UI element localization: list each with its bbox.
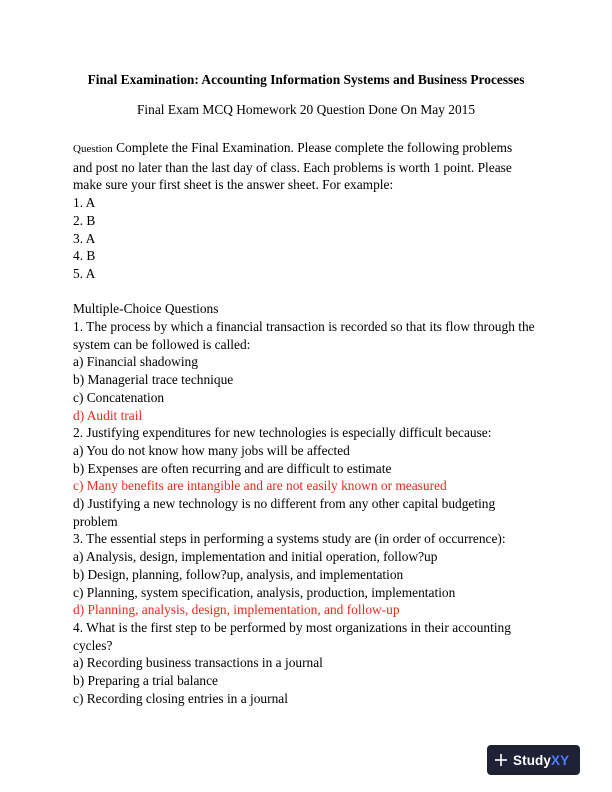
example-answer: 3. A <box>73 230 96 246</box>
brand-name-part1: Study <box>513 752 552 768</box>
intro-text: Complete the Final Examination. Please complete the following problems <box>116 140 513 155</box>
intro-line <box>73 139 543 159</box>
correct-answer-option: c) Many benefits are intangible and are not easily known or measured <box>73 478 447 494</box>
question-stem: system can be followed is called: <box>73 336 251 352</box>
brand-name-part2: XY <box>551 752 570 768</box>
answer-option: a) You do not know how many jobs will be affected <box>73 442 350 458</box>
answer-option: problem <box>73 513 118 529</box>
answer-option: c) Concatenation <box>73 389 165 405</box>
document-body <box>73 139 543 707</box>
answer-option: b) Expenses are often recurring and are difficult to estimate <box>73 460 392 476</box>
example-answer: 2. B <box>73 212 96 228</box>
answer-option: d) Justifying a new technology is no different from any other capital budgeting <box>73 496 496 512</box>
brand-name <box>513 753 569 768</box>
document-title: Final Examination: Accounting Information Systems and Business Processes <box>87 72 525 87</box>
answer-option: c) Planning, system specification, analysis, production, implementation <box>73 584 456 600</box>
answer-option: a) Analysis, design, implementation and initial operation, follow?up <box>73 549 438 565</box>
answer-option: c) Recording closing entries in a journal <box>73 690 288 706</box>
document-subtitle: Final Exam MCQ Homework 20 Question Done On May 2015 <box>136 102 476 117</box>
question-label: Question <box>73 143 113 155</box>
question-stem: 3. The essential steps in performing a systems study are (in order of occurrence): <box>73 531 506 547</box>
question-stem: cycles? <box>73 637 113 653</box>
studyxy-badge[interactable] <box>487 745 580 775</box>
answer-option: b) Managerial trace technique <box>73 372 234 388</box>
question-stem: 4. What is the first step to be performed by most organizations in their accounting <box>73 619 511 635</box>
plus-icon <box>494 753 508 767</box>
correct-answer-option: d) Audit trail <box>73 407 143 423</box>
question-stem: 2. Justifying expenditures for new technologies is especially difficult because: <box>73 425 492 441</box>
intro-line: and post no later than the last day of class. Each problems is worth 1 point. Please <box>73 159 512 175</box>
question-stem: 1. The process by which a financial transaction is recorded so that its flow through the <box>73 319 535 335</box>
section-heading: Multiple-Choice Questions <box>73 301 219 317</box>
answer-option: a) Recording business transactions in a journal <box>73 655 323 671</box>
correct-answer-option: d) Planning, analysis, design, implementation, and follow-up <box>73 602 400 618</box>
answer-option: a) Financial shadowing <box>73 354 198 370</box>
example-answer: 4. B <box>73 248 96 264</box>
example-answer: 1. A <box>73 195 96 211</box>
spacer <box>73 283 543 301</box>
answer-option: b) Preparing a trial balance <box>73 673 218 689</box>
answer-option: b) Design, planning, follow?up, analysis, and implementation <box>73 566 404 582</box>
intro-line: make sure your first sheet is the answer sheet. For example: <box>73 177 394 193</box>
example-answer: 5. A <box>73 265 96 281</box>
